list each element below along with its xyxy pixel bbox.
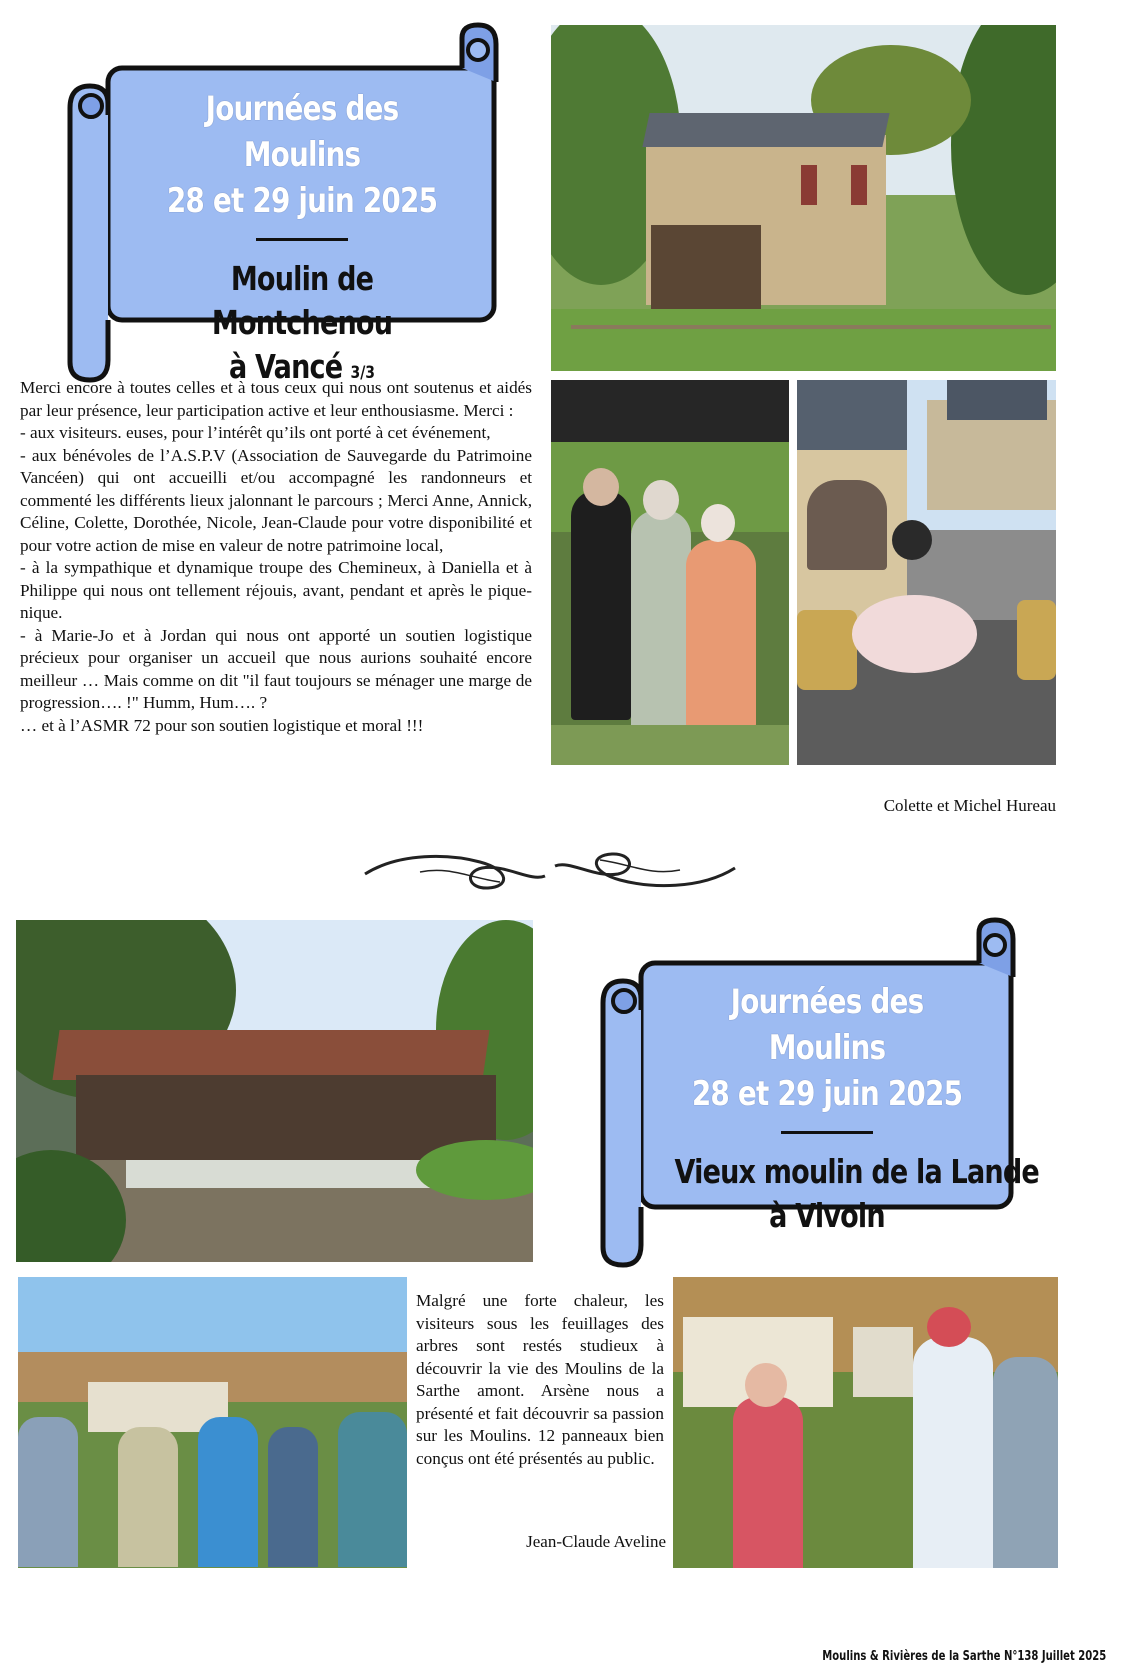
paragraph: - aux bénévoles de l’A.S.P.V (Association de Sauvegarde du Patrimoine Vancéen) qui ont accueilli et/ou accompagné les randonneurs et commenté les différents lieux jalonnant le parcours ; Merci Anne, Annick, Céline, Colette, Dorothée, Nicole, Jean-Claude pour votre disponibilité et pour votre action de mise en valeur de notre patrimoine local, (20, 445, 532, 555)
paragraph: - aux visiteurs. euses, pour l’intérêt qu’ils ont porté à cet événement, (20, 423, 491, 442)
section2-credit: Jean-Claude Aveline (526, 1532, 666, 1551)
photo-visitors-panels-right (673, 1277, 1058, 1568)
banner-title-line1: Journées des Moulins (730, 982, 924, 1068)
photo-mill-house (551, 25, 1056, 371)
paragraph: Merci encore à toutes celles et à tous ceux qui nous ont soutenus et aidés par leur présence, leur participation active et leur enthousiasme. Merci : (20, 378, 532, 420)
banner-title-line2: 28 et 29 juin 2025 (691, 1074, 963, 1114)
section2-banner (593, 915, 1039, 1275)
photo-old-mill-weir (16, 920, 533, 1262)
banner-divider (781, 1131, 873, 1134)
banner-title-line1: Journées des Moulins (205, 89, 399, 175)
paragraph: … et à l’ASMR 72 pour son soutien logistique et moral !!! (20, 715, 424, 735)
banner-place-line2: à Vivoin (769, 1196, 885, 1235)
banner-part-number: 3/3 (350, 363, 376, 383)
banner-place-name: à Vancé (228, 347, 343, 386)
photo-soapbox-race (797, 380, 1056, 765)
paragraph: - à la sympathique et dynamique troupe des Chemineux, à Daniella et à Philippe qui nous ont tellement réjouis, avant, pendant et après le pique-nique. (20, 558, 532, 622)
banner-place-line1: Moulin de Montchenou (211, 259, 393, 342)
banner-divider (256, 238, 348, 241)
section1-credit: Colette et Michel Hureau (883, 796, 1056, 815)
footer-issue-info: Moulins & Rivières de la Sarthe N°138 Juillet 2025 (821, 1649, 1106, 1664)
ornamental-flourish-icon (360, 842, 740, 902)
banner-place-line1: Vieux moulin de la Lande (674, 1152, 1039, 1191)
section2-text: Malgré une forte chaleur, les visiteurs sous les feuillages des arbres sont restés studieux à découvrir la vie des Moulins de la Sarthe amont. Arsène nous a présenté et fait découvrir sa passion sur les Moulins. 12 panneaux bien conçus ont été présentés au public. (416, 1291, 664, 1468)
photo-visitors-panels-left (18, 1277, 407, 1568)
paragraph: - à Marie-Jo et à Jordan qui nous ont apporté un soutien logistique précieux pour organiser un accueil que nous aurions souhaité encore meilleur … Mais comme on dit "il faut toujours se ménager une marge de progression…. !" Humm, Hum…. ? (20, 625, 532, 712)
section1-banner (60, 20, 520, 390)
photo-musicians (551, 380, 789, 765)
banner-title-line2: 28 et 29 juin 2025 (166, 181, 438, 221)
section1-text (20, 377, 532, 737)
